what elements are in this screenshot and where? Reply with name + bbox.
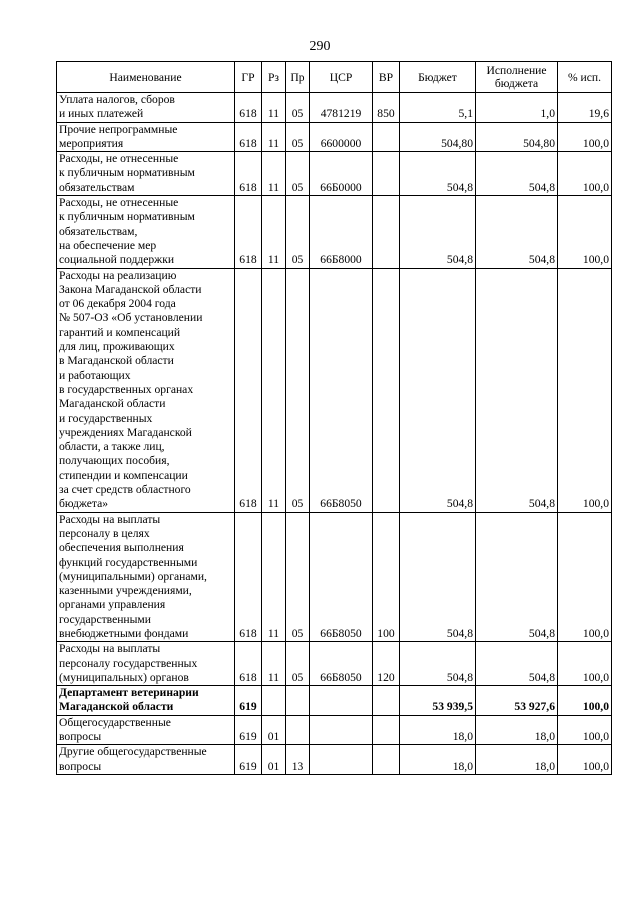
cell-gr: 618 <box>235 196 262 268</box>
cell-vr <box>373 152 400 196</box>
cell-name: Расходы, не отнесенные к публичным нормативным обязательствам <box>57 152 235 196</box>
cell-execution: 504,8 <box>476 642 558 686</box>
cell-csr: 66Б8000 <box>310 196 373 268</box>
cell-execution: 504,8 <box>476 512 558 642</box>
cell-percent: 100,0 <box>558 686 612 716</box>
header-vr: ВР <box>373 62 400 93</box>
cell-name: Другие общегосударственные вопросы <box>57 745 235 775</box>
cell-name: Уплата налогов, сборов и иных платежей <box>57 93 235 123</box>
cell-vr: 100 <box>373 512 400 642</box>
header-budget: Бюджет <box>400 62 476 93</box>
cell-gr: 619 <box>235 745 262 775</box>
cell-budget: 18,0 <box>400 745 476 775</box>
page-number: 290 <box>309 39 331 54</box>
cell-gr: 619 <box>235 715 262 745</box>
header-pr: Пр <box>286 62 310 93</box>
cell-vr <box>373 122 400 152</box>
cell-name: Прочие непрограммные мероприятия <box>57 122 235 152</box>
table-row <box>57 745 612 775</box>
cell-pr <box>286 686 310 716</box>
cell-percent: 100,0 <box>558 642 612 686</box>
header-name: Наименование <box>57 62 235 93</box>
cell-vr <box>373 268 400 512</box>
cell-csr: 4781219 <box>310 93 373 123</box>
cell-pr: 05 <box>286 196 310 268</box>
cell-percent: 100,0 <box>558 512 612 642</box>
cell-gr: 618 <box>235 122 262 152</box>
cell-pr <box>286 715 310 745</box>
cell-gr: 618 <box>235 512 262 642</box>
cell-gr: 618 <box>235 642 262 686</box>
cell-rz: 11 <box>262 93 286 123</box>
table-row <box>57 715 612 745</box>
cell-budget: 504,8 <box>400 512 476 642</box>
cell-csr <box>310 715 373 745</box>
cell-rz: 01 <box>262 745 286 775</box>
cell-budget: 5,1 <box>400 93 476 123</box>
cell-csr: 6600000 <box>310 122 373 152</box>
table-row <box>57 122 612 152</box>
cell-vr: 850 <box>373 93 400 123</box>
cell-budget: 504,8 <box>400 642 476 686</box>
table-body <box>57 93 612 775</box>
cell-name: Расходы на выплаты персоналу государственных (муниципальных) органов <box>57 642 235 686</box>
cell-vr <box>373 715 400 745</box>
cell-percent: 100,0 <box>558 122 612 152</box>
cell-budget: 504,8 <box>400 196 476 268</box>
table-row <box>57 268 612 512</box>
cell-execution: 504,80 <box>476 122 558 152</box>
cell-vr <box>373 745 400 775</box>
cell-rz: 11 <box>262 122 286 152</box>
header-gr: ГР <box>235 62 262 93</box>
cell-budget: 504,8 <box>400 268 476 512</box>
cell-csr: 66Б8050 <box>310 642 373 686</box>
header-csr: ЦСР <box>310 62 373 93</box>
cell-budget: 504,80 <box>400 122 476 152</box>
table-row <box>57 196 612 268</box>
header-rz: Рз <box>262 62 286 93</box>
cell-pr: 05 <box>286 642 310 686</box>
cell-percent: 100,0 <box>558 745 612 775</box>
cell-vr: 120 <box>373 642 400 686</box>
cell-rz <box>262 686 286 716</box>
cell-name: Расходы на реализацию Закона Магаданской области от 06 декабря 2004 года № 507-ОЗ «Об установлении гарантий и компенсаций для лиц, проживающих в Магаданской области и работающих в государственных органах Магаданской области и государственных учреждениях Магаданской области, а также лиц, получающих пособия, стипендии и компенсации за счет средств областного бюджета» <box>57 268 235 512</box>
cell-name: Расходы на выплаты персоналу в целях обеспечения выполнения функций государственными (муниципальными) органами, казенными учреждениями, органами управления государственными внебюджетными фондами <box>57 512 235 642</box>
cell-execution: 504,8 <box>476 268 558 512</box>
cell-csr <box>310 686 373 716</box>
cell-percent: 100,0 <box>558 715 612 745</box>
cell-rz: 11 <box>262 512 286 642</box>
cell-pr: 13 <box>286 745 310 775</box>
cell-gr: 618 <box>235 93 262 123</box>
cell-pr: 05 <box>286 512 310 642</box>
cell-rz: 11 <box>262 268 286 512</box>
cell-rz: 11 <box>262 196 286 268</box>
cell-execution: 18,0 <box>476 745 558 775</box>
cell-pr: 05 <box>286 268 310 512</box>
cell-budget: 504,8 <box>400 152 476 196</box>
table-header-row <box>57 62 612 93</box>
cell-gr: 618 <box>235 268 262 512</box>
cell-csr: 66Б8050 <box>310 268 373 512</box>
cell-vr <box>373 686 400 716</box>
table-row <box>57 512 612 642</box>
cell-csr <box>310 745 373 775</box>
cell-name: Расходы, не отнесенные к публичным нормативным обязательствам, на обеспечение мер социальной поддержки <box>57 196 235 268</box>
cell-gr: 619 <box>235 686 262 716</box>
table-row <box>57 686 612 716</box>
cell-percent: 19,6 <box>558 93 612 123</box>
cell-execution: 504,8 <box>476 196 558 268</box>
cell-budget: 53 939,5 <box>400 686 476 716</box>
table-row <box>57 642 612 686</box>
cell-pr: 05 <box>286 152 310 196</box>
cell-pr: 05 <box>286 122 310 152</box>
header-execution: Исполнение бюджета <box>476 62 558 93</box>
cell-vr <box>373 196 400 268</box>
cell-percent: 100,0 <box>558 152 612 196</box>
cell-execution: 1,0 <box>476 93 558 123</box>
cell-rz: 01 <box>262 715 286 745</box>
header-percent: % исп. <box>558 62 612 93</box>
table-row <box>57 152 612 196</box>
cell-name: Общегосударственные вопросы <box>57 715 235 745</box>
cell-pr: 05 <box>286 93 310 123</box>
cell-rz: 11 <box>262 152 286 196</box>
cell-execution: 53 927,6 <box>476 686 558 716</box>
cell-rz: 11 <box>262 642 286 686</box>
cell-csr: 66Б8050 <box>310 512 373 642</box>
cell-execution: 504,8 <box>476 152 558 196</box>
table-row <box>57 93 612 123</box>
budget-table <box>56 61 612 775</box>
cell-budget: 18,0 <box>400 715 476 745</box>
cell-name: Департамент ветеринарии Магаданской области <box>57 686 235 716</box>
cell-csr: 66Б0000 <box>310 152 373 196</box>
cell-gr: 618 <box>235 152 262 196</box>
cell-execution: 18,0 <box>476 715 558 745</box>
cell-percent: 100,0 <box>558 196 612 268</box>
cell-percent: 100,0 <box>558 268 612 512</box>
